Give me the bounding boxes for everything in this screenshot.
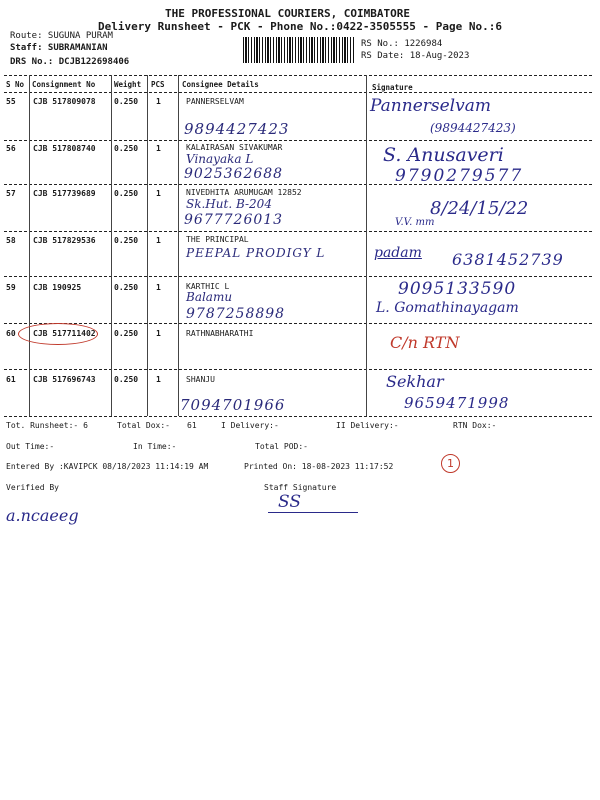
row-consignment-no: CJB 517739689 — [33, 189, 96, 198]
verified-by-label: Verified By — [6, 483, 59, 492]
row-consignee-name: KARTHIC L — [186, 282, 230, 291]
row-handwritten-note: Vinayaka L — [186, 152, 254, 166]
row-handwritten-note: Balamu — [186, 290, 233, 304]
rs-number: RS No.: 1226984 — [361, 39, 443, 49]
row-signature: 8/24/15/22 — [430, 198, 529, 219]
company-title: THE PROFESSIONAL COURIERS, COIMBATORE — [165, 7, 411, 20]
row-consignment-no: CJB 190925 — [33, 283, 82, 292]
col-header-consignee: Consignee Details — [182, 80, 259, 89]
column-divider — [147, 75, 148, 416]
row-sno: 59 — [6, 283, 16, 292]
barcode — [243, 37, 355, 63]
row-sno: 60 — [6, 329, 16, 338]
i-delivery-label: I Delivery:- — [221, 421, 279, 430]
row-signature: padam — [374, 245, 422, 261]
row-handwritten-phone: 7094701966 — [180, 396, 286, 414]
row-divider — [4, 323, 592, 324]
row-weight: 0.250 — [114, 189, 139, 198]
column-divider — [111, 75, 112, 416]
table-top-line — [4, 75, 592, 76]
row-handwritten-phone: 9787258898 — [186, 306, 286, 322]
column-divider — [29, 75, 30, 416]
row-handwritten-phone: 9025362688 — [184, 166, 284, 182]
row-sno: 55 — [6, 97, 16, 106]
row-pcs: 1 — [156, 375, 161, 384]
staff-signature-underline — [268, 512, 358, 513]
row-signature-phone: 9659471998 — [404, 394, 510, 412]
row-divider — [4, 276, 592, 277]
row-divider — [4, 369, 592, 370]
entered-by: Entered By :KAVIPCK 08/18/2023 11:14:19 AM — [6, 462, 209, 471]
row-pcs: 1 — [156, 236, 161, 245]
total-dox-label: Total Dox:- — [117, 421, 170, 430]
row-weight: 0.250 — [114, 329, 139, 338]
printed-on: Printed On: 18-08-2023 11:17:52 — [244, 462, 394, 471]
circled-number-mark: 1 — [441, 454, 460, 473]
header-bottom-line — [4, 92, 592, 93]
rtn-dox-label: RTN Dox:- — [453, 421, 497, 430]
verified-by-signature: a.ncaeeg — [6, 506, 79, 525]
runsheet-subtitle: Delivery Runsheet - PCK - Phone No.:0422-3505555 - Page No.:6 — [98, 20, 502, 33]
col-header-sno: S No — [6, 80, 25, 89]
rs-date: RS Date: 18-Aug-2023 — [361, 51, 470, 61]
row-weight: 0.250 — [114, 144, 139, 153]
row-handwritten-note: Sk.Hut. B-204 — [186, 197, 272, 211]
row-sno: 57 — [6, 189, 16, 198]
row-signature: Sekhar — [386, 372, 444, 391]
row-signature: S. Anusaveri — [383, 144, 504, 166]
col-header-pcs: PCS — [151, 80, 165, 89]
row-consignment-no: CJB 517809078 — [33, 97, 96, 106]
row-consignment-no: CJB 517696743 — [33, 375, 96, 384]
row-consignment-no: CJB 517829536 — [33, 236, 96, 245]
row-sno: 58 — [6, 236, 16, 245]
row-signature-mark: V.V. mm — [395, 217, 435, 228]
row-consignee-name: SHANJU — [186, 375, 215, 384]
column-divider — [366, 75, 367, 416]
row-handwritten-phone: 9894427423 — [184, 120, 290, 138]
staff-signature: SS — [278, 492, 301, 512]
row-pcs: 1 — [156, 329, 161, 338]
row-consignee-name: THE PRINCIPAL — [186, 235, 249, 244]
row-divider — [4, 231, 592, 232]
row-pcs: 1 — [156, 283, 161, 292]
out-time-label: Out Time:- — [6, 442, 55, 451]
drs-number: DRS No.: DCJB122698406 — [10, 57, 130, 67]
row-divider — [4, 140, 592, 141]
row-weight: 0.250 — [114, 97, 139, 106]
row-signature-phone: 9790279577 — [395, 166, 524, 186]
row-weight: 0.250 — [114, 375, 139, 384]
row-consignee-name: PANNERSELVAM — [186, 97, 244, 106]
row-signature: Pannerselvam — [370, 96, 491, 116]
col-header-weight: Weight — [114, 80, 142, 89]
row-consignee-name: RATHNABHARATHI — [186, 329, 254, 338]
row-pcs: 1 — [156, 97, 161, 106]
total-runsheet: Tot. Runsheet:- 6 — [6, 421, 88, 430]
row-sno: 56 — [6, 144, 16, 153]
col-header-signature: Signature — [372, 83, 413, 92]
row-sno: 61 — [6, 375, 16, 384]
row-weight: 0.250 — [114, 236, 139, 245]
route-label: Route: SUGUNA PURAM — [10, 31, 113, 41]
row-signature-phone: 9095133590 — [398, 279, 517, 299]
staff-label: Staff: SUBRAMANIAN — [10, 43, 108, 53]
ii-delivery-label: II Delivery:- — [336, 421, 399, 430]
column-divider — [178, 75, 179, 416]
table-bottom-line — [4, 416, 592, 417]
in-time-label: In Time:- — [133, 442, 177, 451]
row-signature-phone: (9894427423) — [430, 121, 516, 135]
row-consignment-no: CJB 517711402 — [33, 329, 96, 338]
row-weight: 0.250 — [114, 283, 139, 292]
row-handwritten-phone: 9677726013 — [184, 212, 284, 228]
row-remark-rtn: C/n RTN — [390, 333, 460, 352]
row-consignment-no: CJB 517808740 — [33, 144, 96, 153]
row-handwritten-note: PEEPAL PRODIGY L — [186, 246, 326, 260]
staff-signature-label: Staff Signature — [264, 483, 337, 492]
row-consignee-name: NIVEDHITA ARUMUGAM 12852 — [186, 188, 302, 197]
row-pcs: 1 — [156, 144, 161, 153]
row-pcs: 1 — [156, 189, 161, 198]
total-dox-value: 61 — [187, 421, 197, 430]
row-signature: L. Gomathinayagam — [376, 300, 519, 316]
total-pod-label: Total POD:- — [255, 442, 308, 451]
row-signature-phone: 6381452739 — [452, 250, 564, 269]
col-header-consignment: Consignment No — [32, 80, 96, 89]
row-consignee-name: KALAIRASAN SIVAKUMAR — [186, 143, 283, 152]
